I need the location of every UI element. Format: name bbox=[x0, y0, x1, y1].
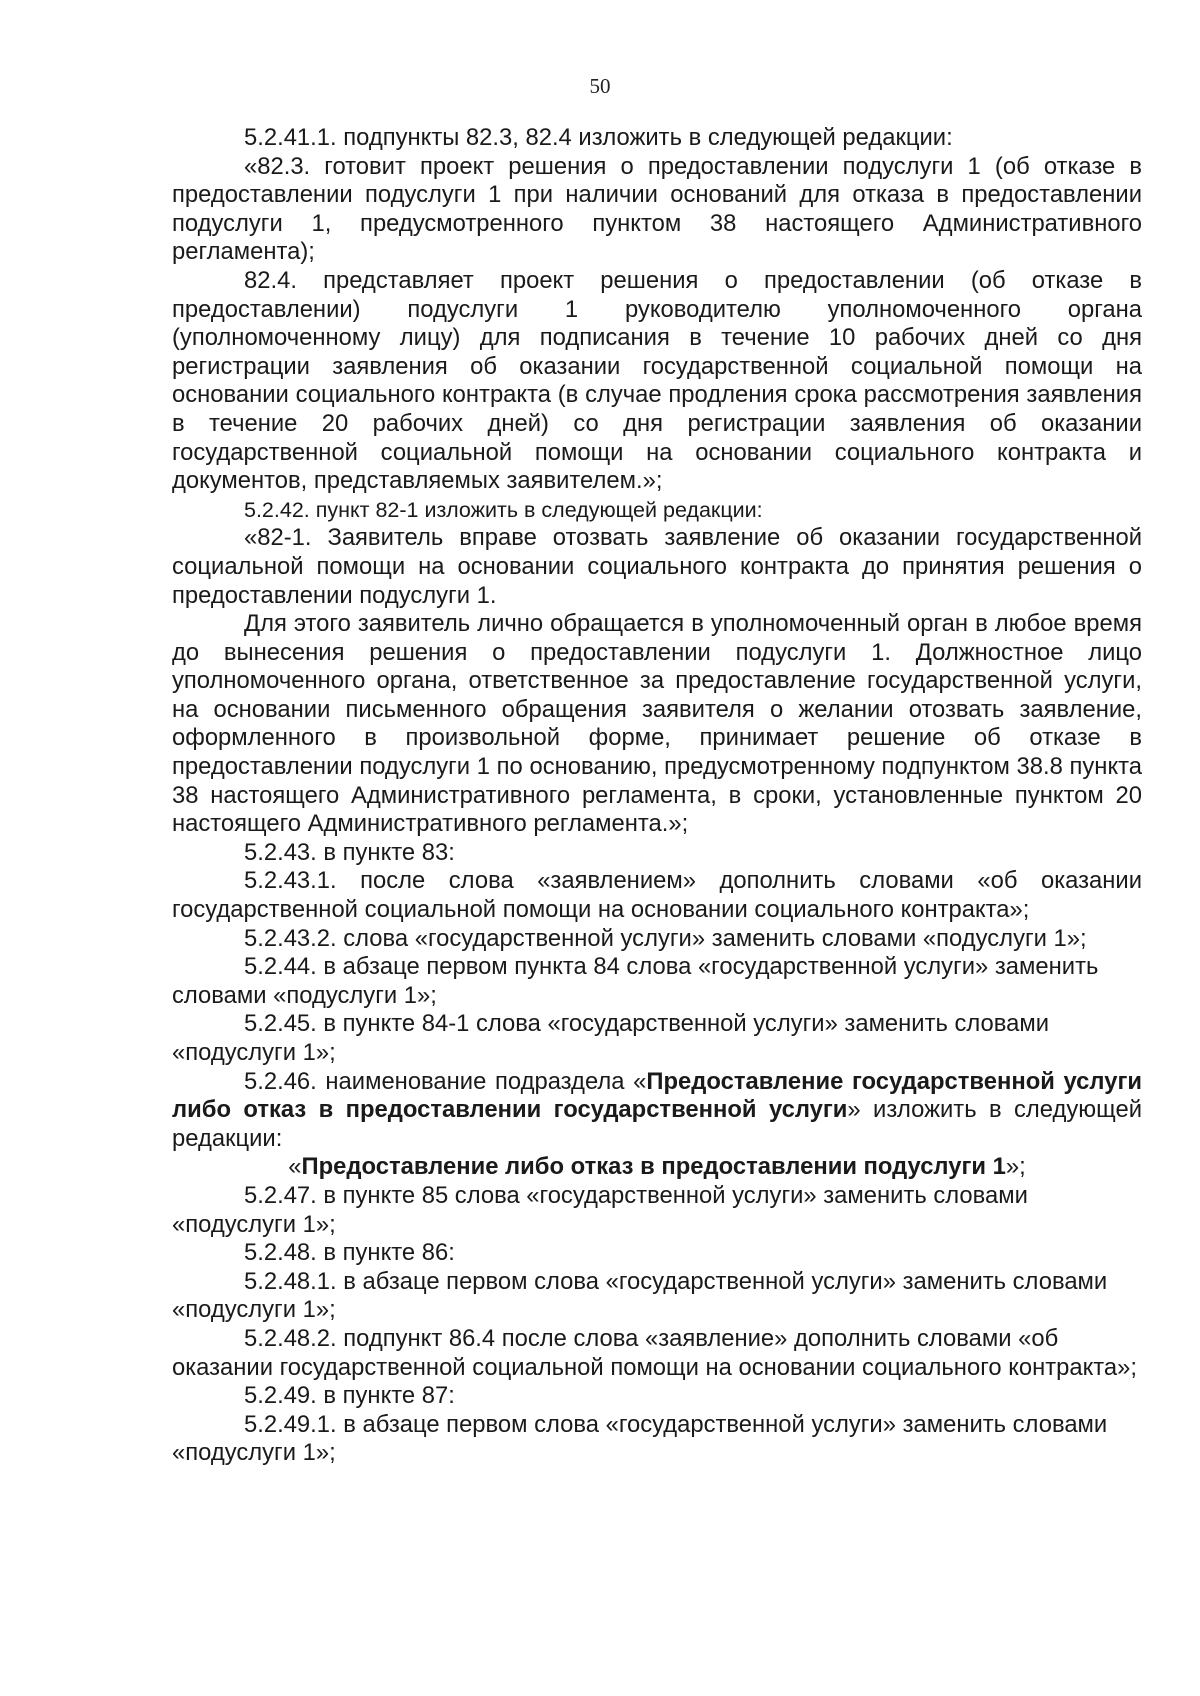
close-quote: »; bbox=[1005, 1153, 1026, 1181]
paragraph-5-2-42: 5.2.42. пункт 82-1 изложить в следующей редакции: bbox=[244, 497, 763, 522]
subsection-title-new bbox=[172, 1153, 1142, 1182]
subsection-title-old: Предоставление государственной услуги либо отказ в предоставлении государственной услуги bbox=[172, 1067, 1142, 1124]
paragraph-5-2-44: 5.2.44. в абзаце первом пункта 84 слова «государственной услуги» заменить словами «подуслуги 1»; bbox=[172, 953, 1099, 1009]
paragraph-5-2-49-1: 5.2.49.1. в абзаце первом слова «государственной услуги» заменить словами «подуслуги 1»; bbox=[172, 1410, 1108, 1467]
paragraph-5-2-43: 5.2.43. в пункте 83: bbox=[244, 838, 455, 866]
paragraph-5-2-47: 5.2.47. в пункте 85 слова «государственной услуги» заменить словами «подуслуги 1»; bbox=[172, 1181, 1028, 1238]
paragraph-5-2-43-1: 5.2.43.1. после слова «заявлением» дополнить словами «об оказании государственной социальной помощи на основании социального контракта»; bbox=[172, 867, 1142, 924]
paragraph-82-1: «82-1. Заявитель вправе отозвать заявление об оказании государственной социальной помощи на основании социального контракта до принятия решения о предоставлении подуслуги 1. bbox=[172, 524, 1142, 609]
paragraph-5-2-48-1: 5.2.48.1. в абзаце первом слова «государственной услуги» заменить словами «подуслуги 1»; bbox=[172, 1267, 1108, 1324]
paragraph-5-2-49: 5.2.49. в пункте 87: bbox=[244, 1382, 455, 1410]
paragraph-5-2-46-tail: » изложить в следующей редакции: bbox=[172, 1096, 1142, 1152]
paragraph-5-2-43-2: 5.2.43.2. слова «государственной услуги» заменить словами «подуслуги 1»; bbox=[244, 924, 1087, 952]
document-body bbox=[172, 124, 1142, 1468]
paragraph-82-3: «82.3. готовит проект решения о предоставлении подуслуги 1 (об отказе в предоставлении подуслуги 1 при наличии оснований для отказа в предоставлении подуслуги 1, предусмотренного пунктом 38 настоящего Административного регламента); bbox=[172, 152, 1142, 266]
paragraph-5-2-48: 5.2.48. в пункте 86: bbox=[244, 1239, 455, 1267]
subsection-title-new-text: Предоставление либо отказ в предоставлении подуслуги 1 bbox=[301, 1153, 1006, 1181]
open-quote: « bbox=[288, 1153, 302, 1181]
paragraph-5-2-41-1: 5.2.41.1. подпункты 82.3, 82.4 изложить в следующей редакции: bbox=[244, 124, 953, 151]
paragraph-82-4: 82.4. представляет проект решения о предоставлении (об отказе в предоставлении) подуслуги 1 руководителю уполномоченного органа (уполномоченному лицу) для подписания в течение 10 рабочих дней со дня регистрации заявления об оказании государственной социальной помощи на основании социального контракта (в случае продления срока рассмотрения заявления в течение 20 рабочих дней) со дня регистрации заявления об оказании государственной социальной помощи на основании социального контракта и документов, представляемых заявителем.»; bbox=[172, 266, 1142, 495]
paragraph-5-2-46 bbox=[172, 1068, 1142, 1154]
paragraph-5-2-45: 5.2.45. в пункте 84-1 слова «государственной услуги» заменить словами «подуслуги 1»; bbox=[172, 1010, 1050, 1066]
paragraph-withdrawal-procedure: Для этого заявитель лично обращается в уполномоченный орган в любое время до вынесения решения о предоставлении подуслуги 1. Должностное лицо уполномоченного органа, ответственное за предоставление государственной услуги, на основании письменного обращения заявителя о желании отозвать заявление, оформленного в произвольной форме, принимает решение об отказе в предоставлении подуслуги 1 по основанию, предусмотренному подпунктом 38.8 пункта 38 настоящего Административного регламента, в сроки, установленные пунктом 20 настоящего Административного регламента.»; bbox=[172, 610, 1142, 838]
paragraph-5-2-48-2: 5.2.48.2. подпункт 86.4 после слова «заявление» дополнить словами «об оказании государственной социальной помощи на основании социального контракта»; bbox=[172, 1324, 1138, 1381]
page-number: 50 bbox=[589, 74, 611, 98]
paragraph-5-2-46-lead: 5.2.46. наименование подраздела « bbox=[244, 1067, 647, 1095]
